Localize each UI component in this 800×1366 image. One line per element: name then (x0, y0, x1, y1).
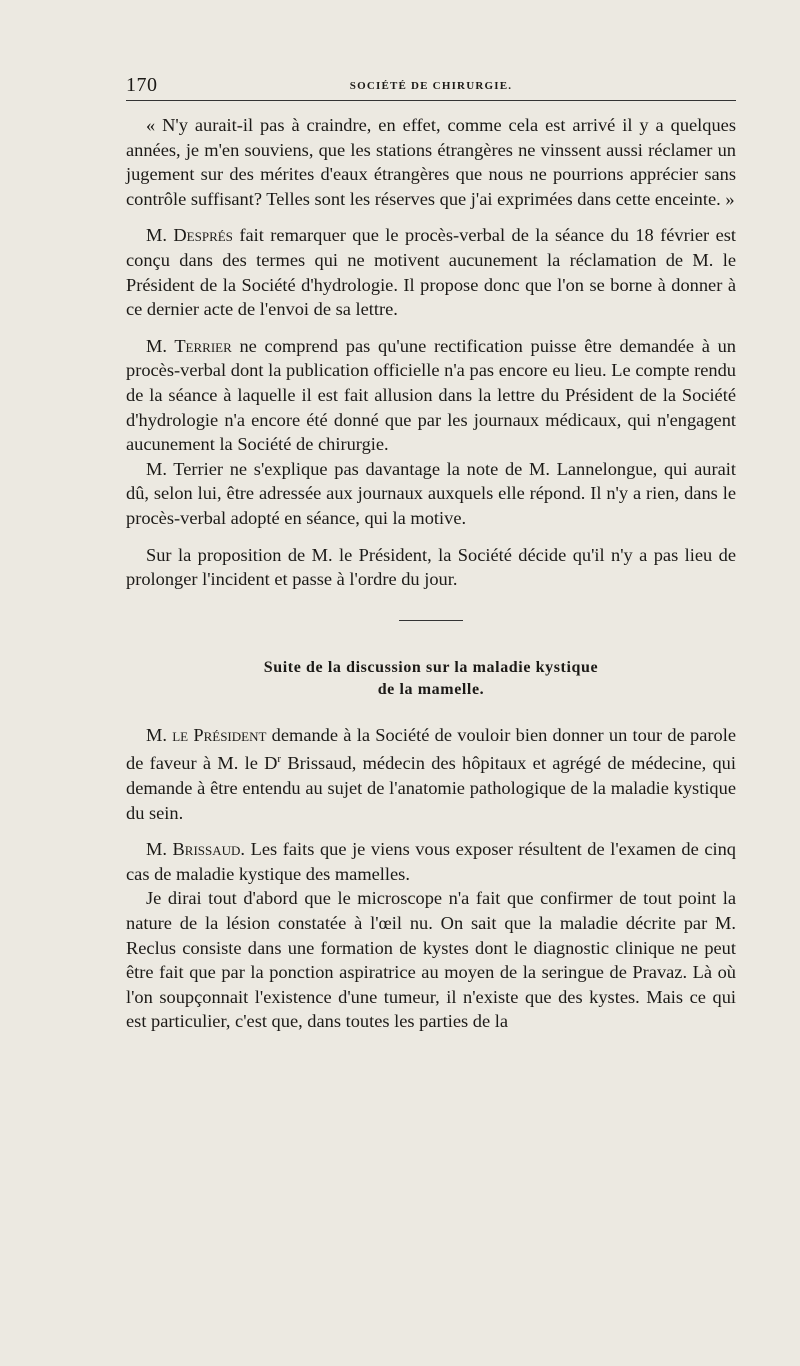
despres-paragraph (126, 223, 736, 321)
section-divider (399, 620, 463, 621)
quote-paragraph: « N'y aurait-il pas à craindre, en effet, comme cela est arrivé il y a quelques années, je m'en souviens, que les stations étrangères ne vinssent aussi réclamer un jugement sur des mérites d'eaux étrangères que nous ne pourrions apprécier sans contrôle suffisant? Telles sont les réserves que j'ai exprimées dans cette enceinte. » (126, 115, 736, 209)
section-title-line-1: Suite de la discussion sur la maladie kystique (263, 658, 599, 676)
speaker-terrier: M. Terrier (146, 335, 232, 356)
president-request-paragraph (126, 723, 736, 826)
page-number: 170 (126, 74, 158, 96)
page-header (126, 70, 736, 101)
section-title (126, 657, 736, 701)
book-page (126, 70, 736, 1034)
brissaud-text: . Les faits que je viens vous exposer résultent de l'examen de cinq cas de maladie kystique des mamelles. (126, 839, 736, 884)
doctor-abbrev-sup: r (277, 753, 282, 766)
terrier-paragraph (126, 334, 736, 457)
terrier-second-paragraph: M. Terrier ne s'explique pas davantage la note de M. Lannelongue, qui aurait dû, selon lui, être adressée aux journaux auxquels elle répond. Il n'y a rien, dans le procès-verbal adopté en séance, qui la motive. (126, 458, 736, 528)
speaker-president: M. le Président (146, 724, 267, 745)
despres-text: fait remarquer que le procès-verbal de la séance du 18 février est conçu dans des termes qui ne motivent aucunement la réclamation de M. le Président de la Société d'hydrologie. Il propose donc que l'on se borne à donner à ce dernier acte de l'envoi de sa lettre. (126, 225, 736, 320)
president-text-1: demande à la Société de vouloir bien donner un tour de parole de faveur à M. le D (126, 724, 736, 774)
brissaud-continued-paragraph: Je dirai tout d'abord que le microscope n'a fait que confirmer de tout point la nature de la lésion constatée à l'œil nu. On sait que la maladie décrite par M. Reclus consiste dans une formation de kystes dont le diagnostic clinique ne peut être fait que par la ponction aspiratrice au moyen de la seringue de Pravaz. Là où l'on soupçonnait l'existence d'une tumeur, il n'existe que des kystes. Mais ce qui est particulier, c'est que, dans toutes les parties de la (126, 888, 736, 1032)
speaker-despres: M. Després (146, 225, 233, 246)
president-proposal-paragraph: Sur la proposition de M. le Président, la Société décide qu'il n'y a pas lieu de prolonger l'incident et passe à l'ordre du jour. (126, 544, 736, 590)
speaker-brissaud: M. Brissaud (146, 839, 241, 860)
brissaud-paragraph (126, 837, 736, 886)
page-body (126, 113, 736, 1034)
terrier-text: ne comprend pas qu'une rectification puisse être demandée à un procès-verbal dont la publication officielle n'a pas encore eu lieu. Le compte rendu de la séance à laquelle il est fait allusion dans la lettre du Président de la Société d'hydrologie n'a encore été donné que par les journaux médicaux, qui n'engagent aucunement la Société de chirurgie. (126, 335, 736, 455)
running-head: SOCIÉTÉ DE CHIRURGIE. (349, 80, 513, 92)
president-text-2: Brissaud, médecin des hôpitaux et agrégé de médecine, qui demande à être entendu au sujet de l'anatomie pathologique de la maladie kystique du sein. (126, 753, 736, 823)
section-title-line-2: de la mamelle. (377, 680, 485, 698)
